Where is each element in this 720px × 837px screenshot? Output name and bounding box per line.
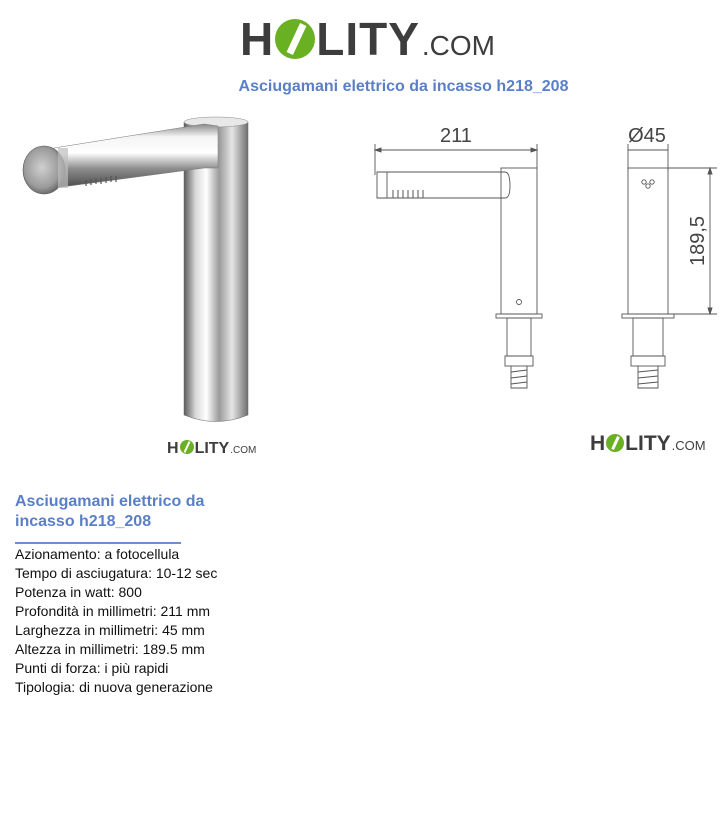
- spec-item: [15, 678, 217, 697]
- brand-logo-drawing: [590, 432, 706, 456]
- spec-label: Altezza in millimetri:: [15, 641, 139, 657]
- spec-value: di nuova generazione: [79, 679, 213, 695]
- spec-item: [15, 659, 217, 678]
- height-dimension-label: 189,5: [687, 215, 709, 267]
- spec-label: Tempo di asciugatura:: [15, 565, 152, 581]
- logo-domain: .COM: [421, 30, 496, 61]
- spec-value: 800: [118, 584, 142, 600]
- logo-letter-h: H: [590, 432, 606, 455]
- diameter-dimension-label: Ø45: [628, 125, 666, 147]
- spec-value: i più rapidi: [104, 660, 169, 676]
- logo-letter-h: H: [167, 440, 179, 457]
- logo-letters: LITY: [625, 432, 671, 455]
- logo-o-icon: [180, 440, 194, 454]
- logo-letters: LITY: [194, 440, 230, 457]
- spec-label: Tipologia:: [15, 679, 76, 695]
- title-divider: [15, 542, 181, 544]
- spec-label: Profondità in millimetri:: [15, 603, 157, 619]
- logo-letter-h: H: [240, 13, 275, 65]
- spec-label: Potenza in watt:: [15, 584, 115, 600]
- logo-domain: .COM: [230, 445, 257, 456]
- spec-value: a fotocellula: [104, 546, 180, 562]
- logo-o-icon: [606, 434, 624, 452]
- spec-item: [15, 583, 217, 602]
- page-title: Asciugamani elettrico da incasso h218_208: [238, 78, 569, 95]
- spec-item: [15, 545, 217, 564]
- spec-item: [15, 564, 217, 583]
- spec-value: 45 mm: [162, 622, 205, 638]
- brand-logo-small: [167, 439, 256, 459]
- spec-label: Larghezza in millimetri:: [15, 622, 159, 638]
- spec-label: Azionamento:: [15, 546, 101, 562]
- spec-item: [15, 621, 217, 640]
- logo-domain: .COM: [671, 438, 706, 453]
- spec-value: 189.5 mm: [142, 641, 205, 657]
- spec-label: Punti di forza:: [15, 660, 101, 676]
- section-title: Asciugamani elettrico da incasso h218_208: [15, 493, 205, 530]
- logo-o-icon: [275, 19, 315, 59]
- logo-letters: LITY: [316, 13, 420, 65]
- product-photo: [14, 110, 254, 430]
- brand-logo[interactable]: [240, 14, 495, 64]
- spec-value: 211 mm: [160, 603, 211, 619]
- spec-item: [15, 602, 217, 621]
- spec-value: 10-12 sec: [155, 565, 218, 581]
- spec-item: [15, 640, 217, 659]
- spec-list: [15, 545, 217, 697]
- technical-drawing: [365, 120, 720, 395]
- length-dimension-label: 211: [440, 125, 472, 147]
